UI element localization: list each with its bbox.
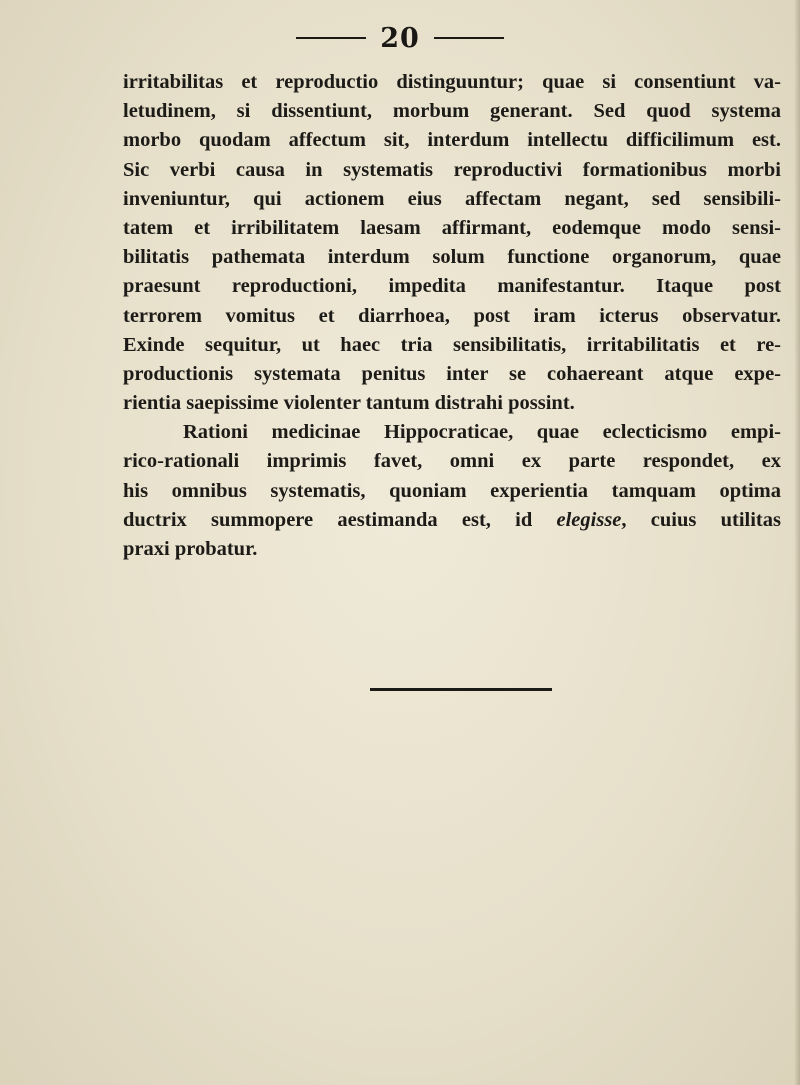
end-rule <box>370 688 552 691</box>
text-line: productionis systemata penitus inter se cohaereant atque expe- <box>123 362 781 385</box>
page-edge-shadow <box>794 0 800 1085</box>
text-line-with-italic <box>123 506 781 535</box>
page-number: 20 <box>380 22 420 54</box>
text-line-paragraph-start: Rationi medicinae Hippocraticae, quae eclecticismo empi- <box>183 421 781 444</box>
text-line: praesunt reproductioni, impedita manifestantur. Itaque post <box>123 275 781 298</box>
text-line: terrorem vomitus et diarrhoea, post iram icterus observatur. <box>123 304 781 327</box>
text-line: irritabilitas et reproductio distinguuntur; quae si consentiunt va- <box>123 71 781 93</box>
header-rule-right <box>434 37 504 39</box>
header-rule-left <box>296 37 366 39</box>
italic-word: elegisse <box>556 508 622 531</box>
text-line: letudinem, si dissentiunt, morbum generant. Sed quod systema <box>123 100 781 123</box>
text-line: tatem et irribilitatem laesam affirmant, eodemque modo sensi- <box>123 216 781 239</box>
text-line-final: praxi probatur. <box>123 538 258 560</box>
text-line: bilitatis pathemata interdum solum functione organorum, quae <box>123 246 781 269</box>
page-header <box>0 18 800 58</box>
body-text <box>123 68 781 564</box>
text-segment: ductrix summopere aestimanda est, id <box>123 508 557 531</box>
text-line: his omnibus systematis, quoniam experientia tamquam optima <box>123 479 781 502</box>
text-line: rico-rationali imprimis favet, omni ex parte respondet, ex <box>123 450 781 473</box>
text-segment: , cuius utilitas <box>621 508 781 531</box>
text-line: morbo quodam affectum sit, interdum intellectu difficilimum est. <box>123 129 781 152</box>
text-line: Exinde sequitur, ut haec tria sensibilitatis, irritabilitatis et re- <box>123 333 781 356</box>
text-line: rientia saepissime violenter tantum distrahi possint. <box>123 392 575 415</box>
text-line: inveniuntur, qui actionem eius affectam negant, sed sensibili- <box>123 187 781 210</box>
text-line: Sic verbi causa in systematis reproductivi formationibus morbi <box>123 158 781 181</box>
